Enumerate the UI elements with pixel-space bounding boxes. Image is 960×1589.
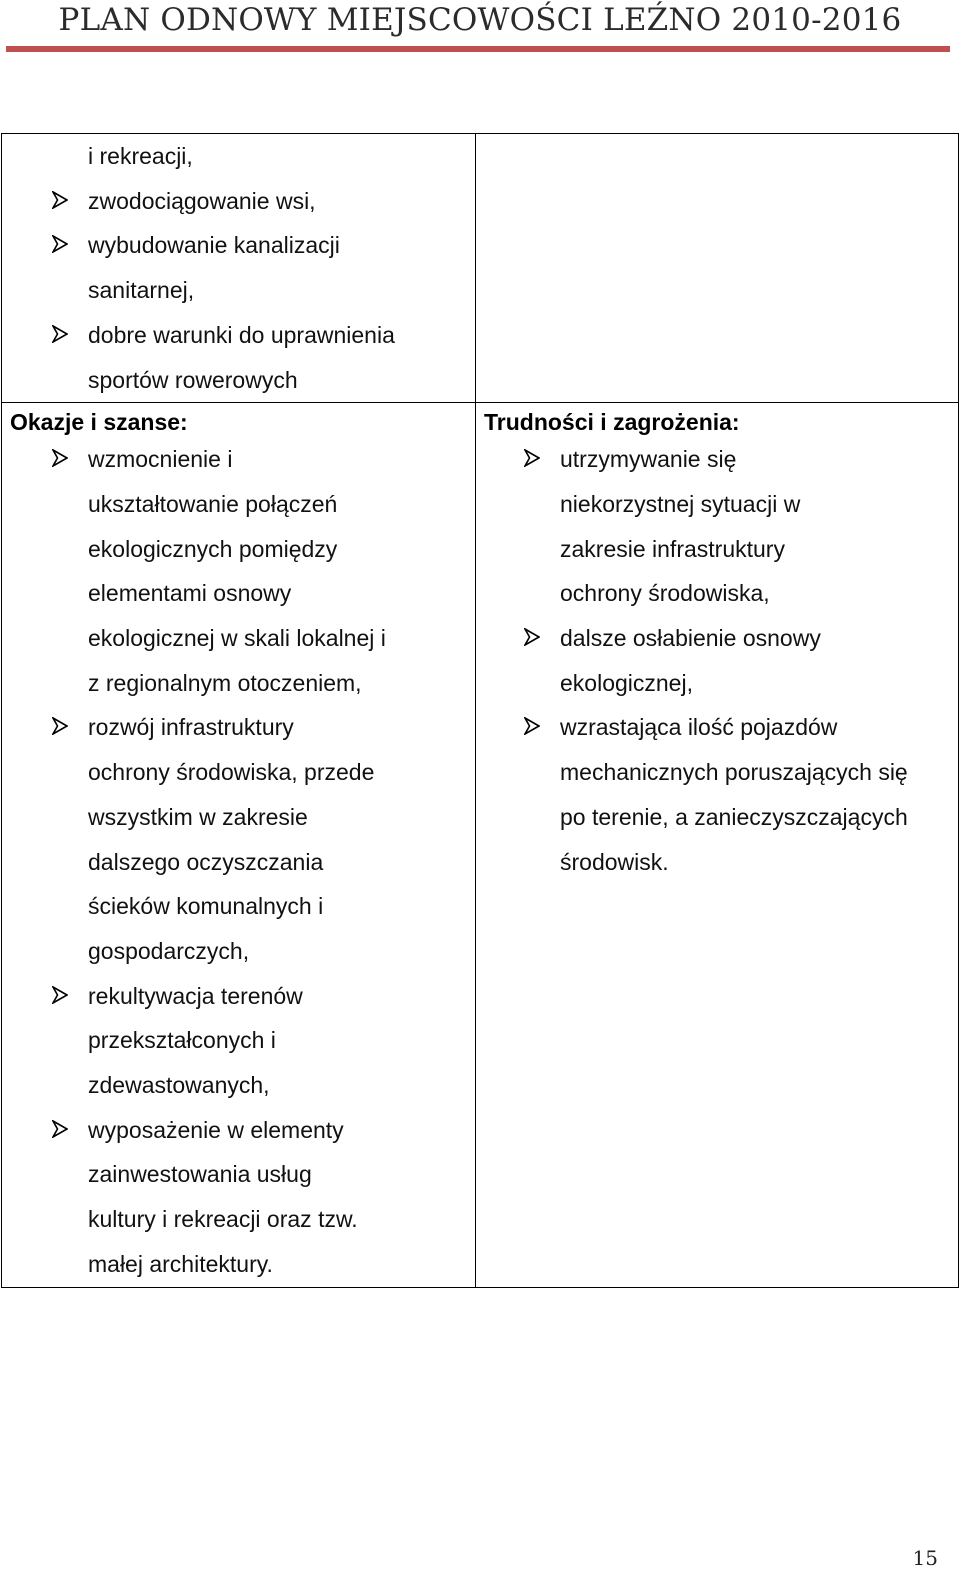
list-item — [2, 705, 378, 973]
table-row — [2, 134, 959, 403]
list-item — [2, 1108, 378, 1287]
list-item-text: wzrastająca ilość pojazdów mechanicznych poruszających się po terenie, a zanieczyszczających środowisk. — [560, 714, 908, 875]
list-item — [2, 223, 448, 312]
arrowhead-bullet-icon — [524, 717, 540, 735]
opportunities-list — [2, 437, 475, 1286]
continuation-text: i rekreacji, — [88, 143, 193, 169]
list-item-text: rekultywacja terenów przekształconych i zdewastowanych, — [88, 982, 303, 1099]
threats-cell — [476, 403, 959, 1287]
list-item — [2, 313, 448, 402]
list-item-text: wzmocnienie i ukształtowanie połączeń ekologicznych pomiędzy elementami osnowy ekologicznej w skali lokalnej i z regionalnym otoczeniem, — [88, 446, 386, 696]
opportunities-cell — [2, 403, 476, 1287]
threats-list — [476, 437, 958, 884]
list-item-text: wyposażenie w elementy zainwestowania usług kultury i rekreacji oraz tzw. małej architektury. — [88, 1116, 358, 1277]
page-number: 15 — [912, 1546, 938, 1570]
arrowhead-bullet-icon — [52, 449, 68, 467]
swot-table — [1, 133, 959, 1288]
document-title: PLAN ODNOWY MIEJSCOWOŚCI LEŹNO 2010-2016 — [58, 2, 902, 38]
arrowhead-bullet-icon — [524, 449, 540, 467]
arrowhead-bullet-icon — [52, 191, 68, 209]
list-item — [2, 974, 358, 1108]
list-item-text: wybudowanie kanalizacji sanitarnej, — [88, 232, 340, 304]
strengths-list — [2, 179, 475, 403]
arrowhead-bullet-icon — [524, 628, 540, 646]
list-item — [2, 437, 388, 705]
table-row — [2, 403, 959, 1287]
header-rule — [6, 46, 950, 52]
list-item — [476, 616, 860, 705]
arrowhead-bullet-icon — [52, 986, 68, 1004]
list-item — [476, 437, 860, 616]
list-item — [2, 179, 475, 224]
arrowhead-bullet-icon — [52, 325, 68, 343]
list-item-text: dobre warunki do uprawnienia sportów rowerowych — [88, 321, 395, 393]
opportunities-heading: Okazje i szanse: — [10, 409, 188, 436]
list-item-text: rozwój infrastruktury ochrony środowiska, przede wszystkim w zakresie dalszego oczyszczania ścieków komunalnych i gospodarczych, — [88, 714, 375, 964]
strengths-cell — [2, 134, 476, 403]
arrowhead-bullet-icon — [52, 1120, 68, 1138]
threats-heading: Trudności i zagrożenia: — [484, 409, 740, 436]
arrowhead-bullet-icon — [52, 235, 68, 253]
list-item-text: zwodociągowanie wsi, — [88, 187, 316, 214]
list-item — [476, 705, 935, 884]
weaknesses-cell — [476, 134, 959, 403]
list-item-text: utrzymywanie się niekorzystnej sytuacji w zakresie infrastruktury ochrony środowiska, — [560, 446, 801, 607]
arrowhead-bullet-icon — [52, 717, 68, 735]
list-item-text: dalsze osłabienie osnowy ekologicznej, — [560, 625, 821, 696]
